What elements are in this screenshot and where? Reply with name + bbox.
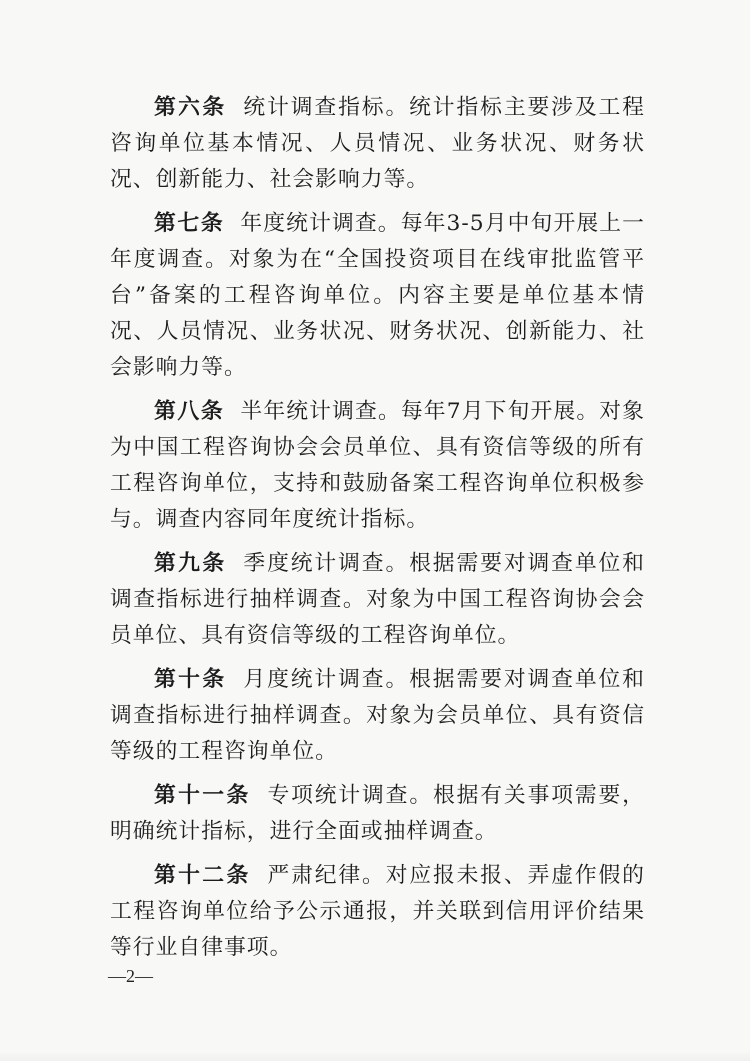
article-number: 第九条 (154, 551, 227, 576)
page-number: —2— (108, 966, 153, 986)
article-9 (110, 546, 645, 654)
article-heading: 专项统计调查。 (266, 783, 433, 808)
article-heading: 季度统计调查。 (242, 551, 410, 576)
article-text: 每年7月下旬开展。对象为中国工程咨询协会会员单位、具有资信等级的所有工程咨询单位，支持和鼓励备案工程咨询单位积极参与。调查内容同年度统计指标。 (110, 399, 645, 532)
article-text: 每年3-5月中旬开展上一年度调查。对象为在“全国投资项目在线审批监管平台”备案的工程咨询单位。内容主要是单位基本情况、人员情况、业务状况、财务状况、创新能力、社会影响力等。 (110, 211, 645, 380)
article-text: 统计指标主要涉及工程咨询单位基本情况、人员情况、业务状况、财务状况、创新能力、社会影响力等。 (110, 95, 645, 192)
scan-edge-shadow (0, 1051, 750, 1061)
article-heading: 统计调查指标。 (242, 95, 410, 120)
article-6 (110, 90, 645, 198)
article-text: 根据需要对调查单位和调查指标进行抽样调查。对象为会员单位、具有资信等级的工程咨询单位。 (110, 667, 645, 764)
article-8 (110, 394, 645, 538)
article-number: 第七条 (154, 211, 225, 236)
article-heading: 年度统计调查。 (240, 211, 401, 236)
article-text: 根据有关事项需要，明确统计指标，进行全面或抽样调查。 (110, 783, 645, 844)
article-number: 第十一条 (154, 783, 251, 808)
article-heading: 月度统计调查。 (242, 667, 410, 692)
article-12 (110, 858, 645, 966)
article-heading: 严肃纪律。 (266, 863, 386, 888)
article-number: 第十二条 (154, 863, 251, 888)
document-body (110, 90, 645, 974)
article-heading: 半年统计调查。 (240, 399, 401, 424)
article-text: 对应报未报、弄虚作假的工程咨询单位给予公示通报，并关联到信用评价结果等行业自律事项。 (110, 863, 645, 960)
article-7 (110, 206, 645, 386)
article-text: 根据需要对调查单位和调查指标进行抽样调查。对象为中国工程咨询协会会员单位、具有资信等级的工程咨询单位。 (110, 551, 645, 648)
article-11 (110, 778, 645, 850)
article-number: 第十条 (154, 667, 227, 692)
article-number: 第六条 (154, 95, 227, 120)
article-number: 第八条 (154, 399, 225, 424)
article-10 (110, 662, 645, 770)
